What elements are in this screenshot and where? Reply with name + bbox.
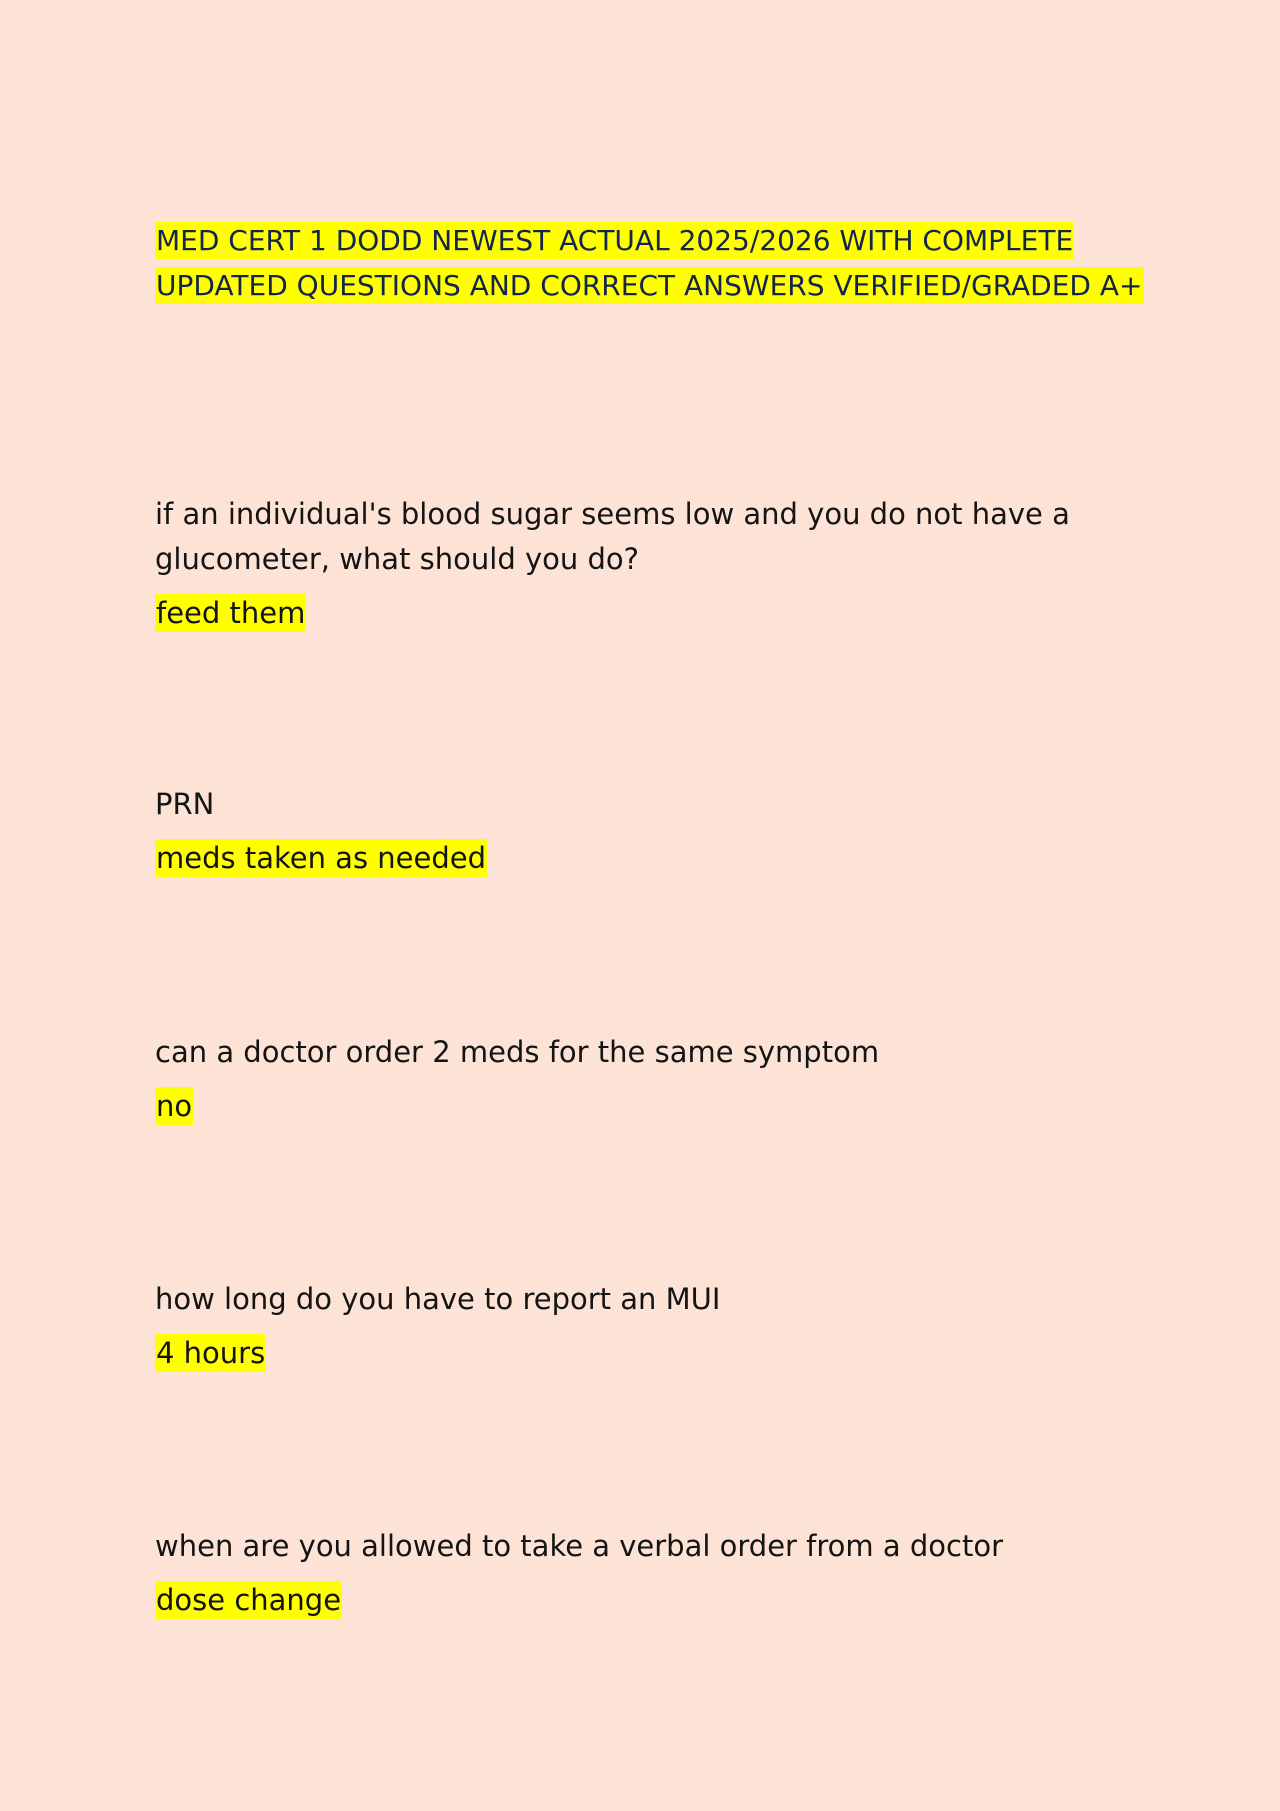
question-text: can a doctor order 2 meds for the same symptom bbox=[155, 1035, 880, 1069]
answer-text bbox=[155, 1091, 1155, 1121]
question-text: when are you allowed to take a verbal order from a doctor bbox=[155, 1529, 1004, 1563]
qa-item bbox=[155, 782, 1155, 873]
qa-item bbox=[155, 1277, 1155, 1368]
question-text: PRN bbox=[155, 787, 215, 821]
title-highlight: MED CERT 1 DODD NEWEST ACTUAL 2025/2026 WITH COMPLETE UPDATED QUESTIONS AND CORRECT ANSWERS VERIFIED/GRADED A+ bbox=[156, 224, 1143, 302]
answer-text bbox=[155, 598, 1155, 628]
question-text: if an individual's blood sugar seems low and you do not have a glucometer, what should you do? bbox=[155, 497, 1070, 576]
qa-item bbox=[155, 1524, 1155, 1615]
qa-item bbox=[155, 1030, 1155, 1121]
qa-item bbox=[155, 492, 1155, 628]
answer-highlight: no bbox=[156, 1089, 193, 1123]
answer-highlight: meds taken as needed bbox=[156, 841, 486, 875]
answer-highlight: feed them bbox=[156, 596, 306, 630]
answer-highlight: 4 hours bbox=[156, 1336, 266, 1370]
answer-text bbox=[155, 843, 1155, 873]
question-text: how long do you have to report an MUI bbox=[155, 1282, 721, 1316]
answer-highlight: dose change bbox=[156, 1583, 342, 1617]
answer-text bbox=[155, 1585, 1155, 1615]
document-title bbox=[155, 218, 1155, 308]
answer-text bbox=[155, 1338, 1155, 1368]
